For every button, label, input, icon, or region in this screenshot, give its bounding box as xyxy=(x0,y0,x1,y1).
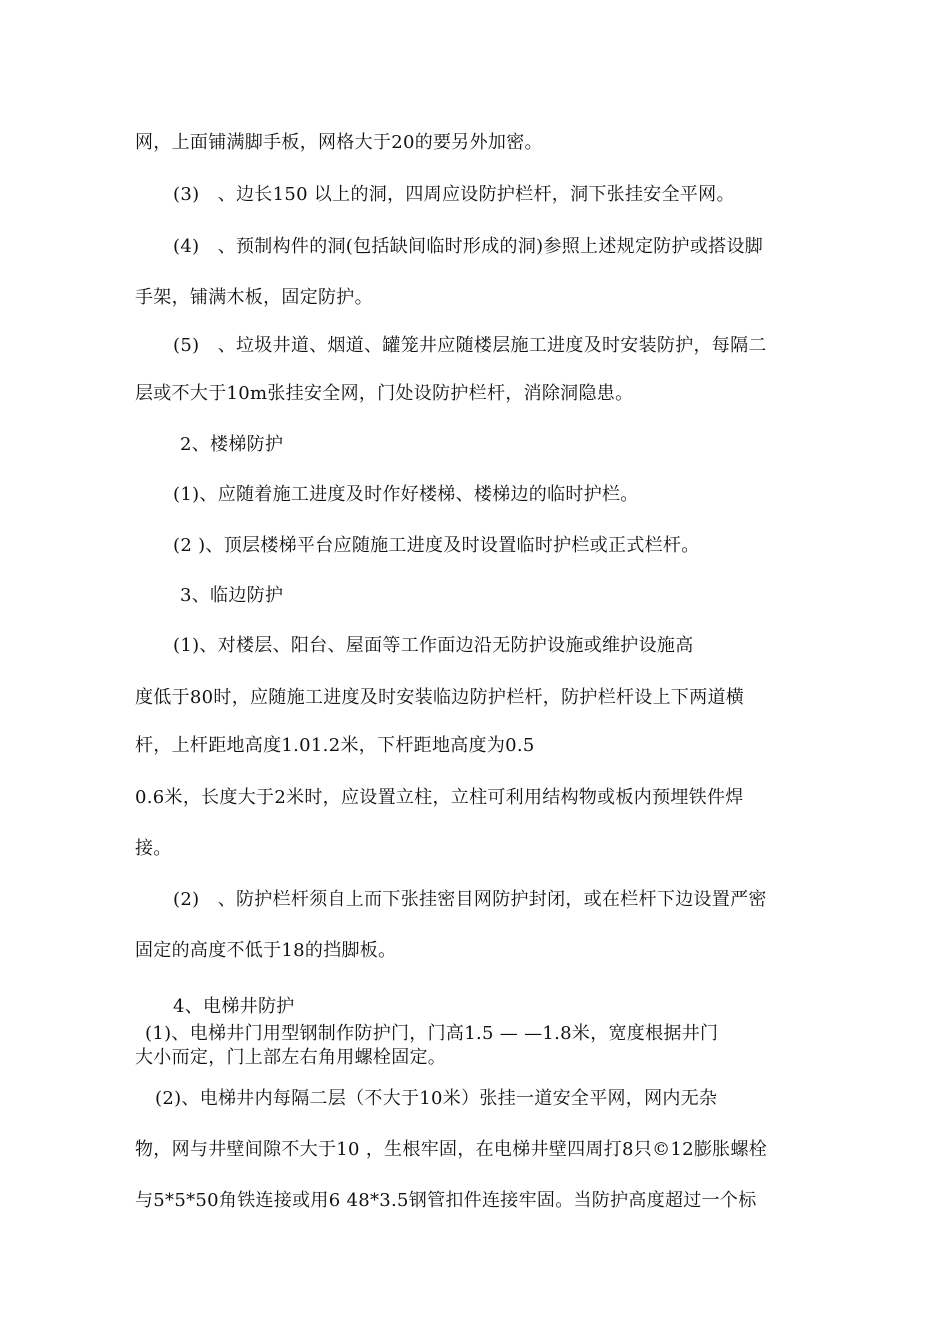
text-line: (2) 、防护栏杆须自上而下张挂密目网防护封闭，或在栏杆下边设置严密 xyxy=(173,889,767,910)
text-line: 固定的高度不低于18的挡脚板。 xyxy=(135,940,397,961)
text-line: 层或不大于10m张挂安全网，门处设防护栏杆，消除洞隐患。 xyxy=(135,383,634,404)
text-line: 杆，上杆距地高度1.01.2米，下杆距地高度为0.5 xyxy=(135,735,535,756)
text-line: (4) 、预制构件的洞(包括缺间临时形成的洞)参照上述规定防护或搭设脚 xyxy=(173,236,764,257)
text-line: 网，上面铺满脚手板，网格大于20的要另外加密。 xyxy=(135,132,543,153)
text-line: 与5*5*50角铁连接或用6 48*3.5钢管扣件连接牢固。当防护高度超过一个标 xyxy=(135,1190,757,1211)
text-line: (1)、应随着施工进度及时作好楼梯、楼梯边的临时护栏。 xyxy=(173,484,639,505)
section-heading: 2、楼梯防护 xyxy=(180,434,284,455)
section-heading: 4、电梯井防护 xyxy=(173,996,295,1017)
text-line: (1)、电梯井门用型钢制作防护门，门高1.5 — —1.8米，宽度根据井门 xyxy=(145,1023,719,1044)
text-line: 手架，铺满木板，固定防护。 xyxy=(135,287,373,308)
text-line: 0.6米，长度大于2米时，应设置立柱，立柱可利用结构物或板内预埋铁件焊 xyxy=(135,787,744,808)
text-line: (3) 、边长150 以上的洞，四周应设防护栏杆，洞下张挂安全平网。 xyxy=(173,184,735,205)
text-line: (5) 、垃圾井道、烟道、罐笼井应随楼层施工进度及时安装防护，每隔二 xyxy=(173,335,767,356)
text-line: 接。 xyxy=(135,838,172,859)
section-heading: 3、临边防护 xyxy=(180,585,284,606)
text-line: 大小而定，门上部左右角用螺栓固定。 xyxy=(135,1047,447,1068)
text-line: (1)、对楼层、阳台、屋面等工作面边沿无防护设施或维护设施高 xyxy=(173,635,694,656)
text-line: 度低于80时，应随施工进度及时安装临边防护栏杆，防护栏杆设上下两道横 xyxy=(135,687,745,708)
text-line: (2)、电梯井内每隔二层（不大于10米）张挂一道安全平网，网内无杂 xyxy=(155,1088,718,1109)
text-line: 物，网与井壁间隙不大于10 ，生根牢固，在电梯井壁四周打8只©12膨胀螺栓 xyxy=(135,1139,768,1160)
text-line: (2 )、顶层楼梯平台应随施工进度及时设置临时护栏或正式栏杆。 xyxy=(173,535,700,556)
